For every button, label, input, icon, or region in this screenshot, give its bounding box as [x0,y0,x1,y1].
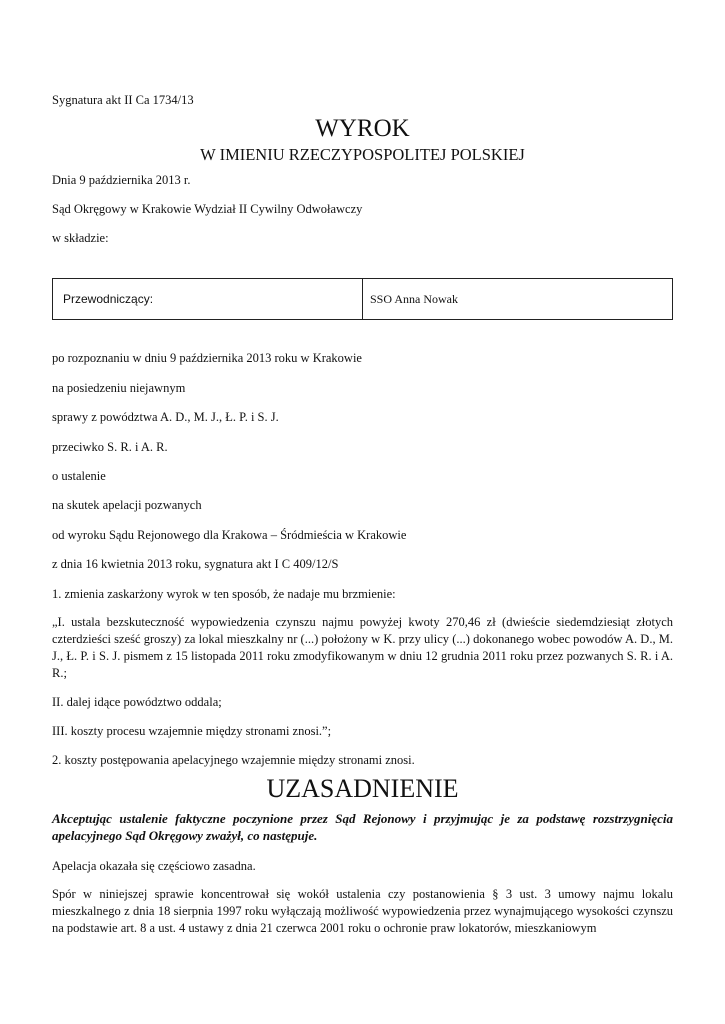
justification-paragraph-1: Apelacja okazała się częściowo zasadna. [52,859,256,873]
ruling-costs: 2. koszty postępowania apelacyjnego wzajemnie między stronami znosi. [52,753,415,767]
case-line-2: na posiedzeniu niejawnym [52,381,186,395]
case-line-3: sprawy z powództwa A. D., M. J., Ł. P. i S. J. [52,410,279,424]
court-name: Sąd Okręgowy w Krakowie Wydział II Cywilny Odwoławczy [52,202,363,216]
judgment-date: Dnia 9 października 2013 r. [52,173,191,187]
case-line-4: przeciwko S. R. i A. R. [52,440,168,454]
case-line-5: o ustalenie [52,469,106,483]
justification-paragraph-2: Spór w niniejszej sprawie koncentrował się wokół ustalenia czy postanowienia § 3 ust. 3 umowy najmu lokalu mieszkalnego z dnia 18 sierpnia 1997 roku wyłączają możliwość wypowiedzenia przez wynajmującego wysokości czynszu na podstawie art. 8 a ust. 4 ustawy z dnia 21 czerwca 2001 roku o ochronie praw lokatorów, mieszkaniowym [52,887,673,935]
ruling-point-1: 1. zmienia zaskarżony wyrok w ten sposób, że nadaje mu brzmienie: [52,587,396,601]
judgment-title: WYROK [315,115,410,142]
judgment-subtitle: W IMIENIU RZECZYPOSPOLITEJ POLSKIEJ [200,145,525,164]
panel-judge-name: SSO Anna Nowak [370,292,459,306]
case-signature: Sygnatura akt II Ca 1734/13 [52,93,194,107]
panel-role: Przewodniczący: [53,279,363,319]
ruling-point-3: III. koszty procesu wzajemnie między stronami znosi.”; [52,724,332,738]
case-line-6: na skutek apelacji pozwanych [52,498,202,512]
composition-label: w składzie: [52,231,109,245]
ruling-point-1-content: „I. ustala bezskuteczność wypowiedzenia czynszu najmu powyżej kwoty 270,46 zł (dwieście siedemdziesiąt złotych czterdzieści sześć groszy) za lokal mieszkalny nr (...) położony w K. przy ulicy (...) dokonanego wobec powodów A. D., M. J., Ł. P. i S. J. pismem z 15 listopada 2011 roku zmodyfikowanym w dniu 12 grudnia 2011 roku przez pozwanych S. R. i A. R.; [52,615,673,680]
justification-lead: Akceptując ustalenie faktyczne poczynione przez Sąd Rejonowy i przyjmując je za podstawę rozstrzygnięcia apelacyjnego Sąd Okręgowy zważył, co następuje. [52,811,673,843]
case-line-7: od wyroku Sądu Rejonowego dla Krakowa – Śródmieścia w Krakowie [52,528,407,542]
case-line-8: z dnia 16 kwietnia 2013 roku, sygnatura akt I C 409/12/S [52,557,339,571]
ruling-point-2: II. dalej idące powództwo oddala; [52,695,222,709]
case-line-1: po rozpoznaniu w dniu 9 października 2013 roku w Krakowie [52,351,362,365]
justification-title: UZASADNIENIE [266,774,459,803]
court-panel-table [52,278,673,320]
